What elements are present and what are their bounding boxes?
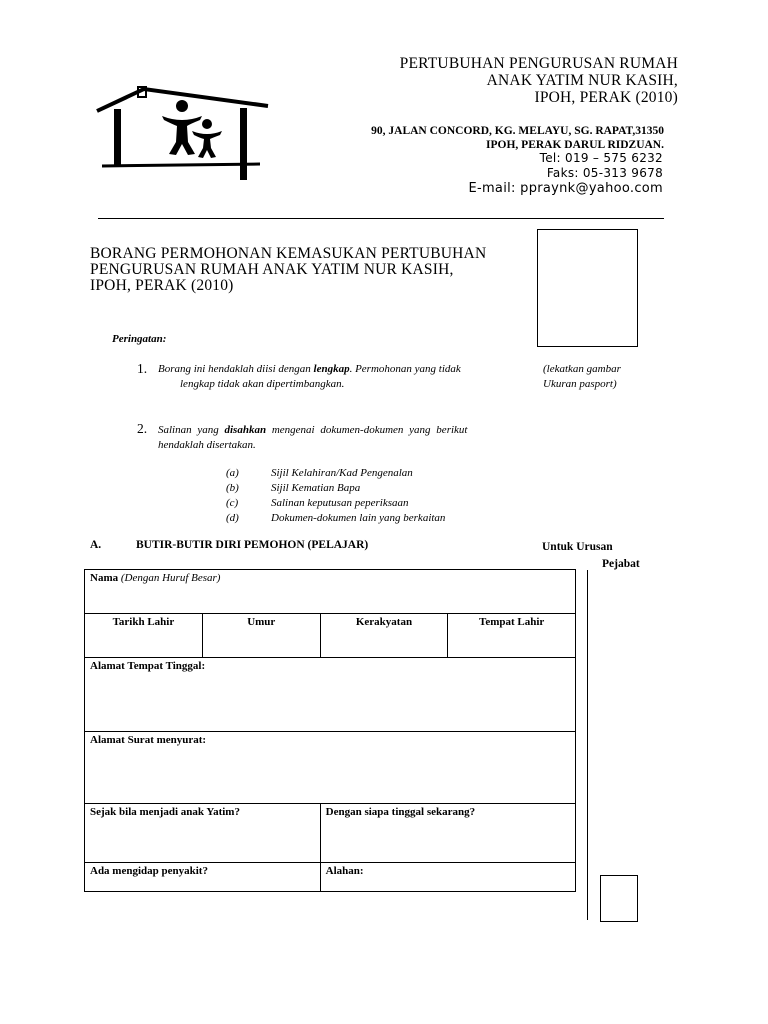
notice-emphasis: disahkan [224,424,267,436]
age-field[interactable] [202,614,320,658]
organization-contact [540,151,663,181]
list-item [226,496,445,511]
allergy-field[interactable] [320,863,575,892]
list-item [226,511,445,526]
organization-name [400,55,678,106]
notice-number: 1. [137,361,148,376]
form-title-line: PENGURUSAN RUMAH ANAK YATIM NUR KASIH, [90,261,454,278]
section-title: BUTIR-BUTIR DIRI PEMOHON (PELAJAR) [136,539,369,551]
form-title-line: IPOH, PERAK (2010) [90,277,234,294]
living-with-label: Dengan siapa tinggal sekarang? [325,806,476,818]
office-use-box[interactable] [600,875,638,922]
photo-caption-line: Ukuran pasport) [543,378,617,390]
notice-item-1-line2: lengkap tidak akan dipertimbangkan. [180,378,345,390]
list-letter: (a) [226,467,239,479]
list-letter: (d) [226,512,239,524]
fax: Faks: 05-313 9678 [546,166,663,180]
notice-number: 2. [137,421,148,436]
list-letter: (b) [226,482,239,494]
birth-date-field[interactable] [85,614,203,658]
orphan-since-label: Sejak bila menjadi anak Yatim? [90,806,240,818]
list-item [226,481,445,496]
name-field[interactable] [85,570,576,614]
mail-address-field[interactable] [85,732,576,804]
list-item [226,466,445,481]
address-line: IPOH, PERAK DARUL RIDZUAN. [486,139,664,151]
list-text: Salinan keputusan peperiksaan [271,497,409,509]
office-use-label [542,539,640,573]
home-address-field[interactable] [85,658,576,732]
telephone: Tel: 019 – 575 6232 [539,151,663,165]
office-use-line: Pejabat [602,558,640,570]
form-title-line: BORANG PERMOHONAN KEMASUKAN PERTUBUHAN [90,245,487,262]
notice-text: Salinan yang [158,424,225,436]
photo-caption-line: (lekatkan gambar [543,363,621,375]
illness-field[interactable] [85,863,321,892]
notice-text: Borang ini hendaklah diisi dengan [158,363,314,375]
list-text: Sijil Kelahiran/Kad Pengenalan [271,467,413,479]
form-title [90,246,530,294]
illness-label: Ada mengidap penyakit? [90,865,208,877]
photo-caption [543,362,621,392]
mail-address-label: Alamat Surat menyurat: [90,734,207,746]
notice-text: mengenai dokumen-dokumen yang berikut [266,424,468,436]
photo-box[interactable] [537,229,638,347]
org-name-line: IPOH, PERAK (2010) [534,89,678,106]
notice-item-2-line2: hendaklah disertakan. [158,439,256,451]
office-use-divider [587,570,588,920]
header-divider [98,218,664,219]
list-text: Sijil Kematian Bapa [271,482,361,494]
birth-place-label: Tempat Lahir [479,616,545,628]
birth-place-field[interactable] [448,614,576,658]
required-documents-list [226,466,445,526]
nationality-label: Kerakyatan [355,616,413,628]
living-with-field[interactable] [320,804,575,863]
allergy-label: Alahan: [325,865,364,877]
notice-text: . Permohonan yang tidak [349,363,461,375]
nationality-field[interactable] [320,614,448,658]
birth-date-label: Tarikh Lahir [112,616,175,628]
house-with-children-icon [92,84,272,184]
org-name-line: PERTUBUHAN PENGURUSAN RUMAH [399,55,678,72]
office-use-line: Untuk Urusan [542,541,613,553]
name-note: (Dengan Huruf Besar) [120,572,221,584]
notice-item-2 [158,423,508,438]
organization-address [371,124,664,152]
home-address-label: Alamat Tempat Tinggal: [90,660,206,672]
orphan-since-field[interactable] [85,804,321,863]
notice-emphasis: lengkap [313,363,350,375]
address-line: 90, JALAN CONCORD, KG. MELAYU, SG. RAPAT,31350 [371,125,664,137]
list-text: Dokumen-dokumen lain yang berkaitan [271,512,446,524]
applicant-details-table [84,569,576,892]
section-label: A. [90,539,102,551]
notice-item-1 [158,362,461,377]
org-name-line: ANAK YATIM NUR KASIH, [486,72,678,89]
name-label: Nama [90,572,121,584]
notice-heading: Peringatan: [112,333,167,345]
age-label: Umur [247,616,276,628]
list-letter: (c) [226,497,239,509]
email: E-mail: ppraynk@yahoo.com [468,181,663,196]
